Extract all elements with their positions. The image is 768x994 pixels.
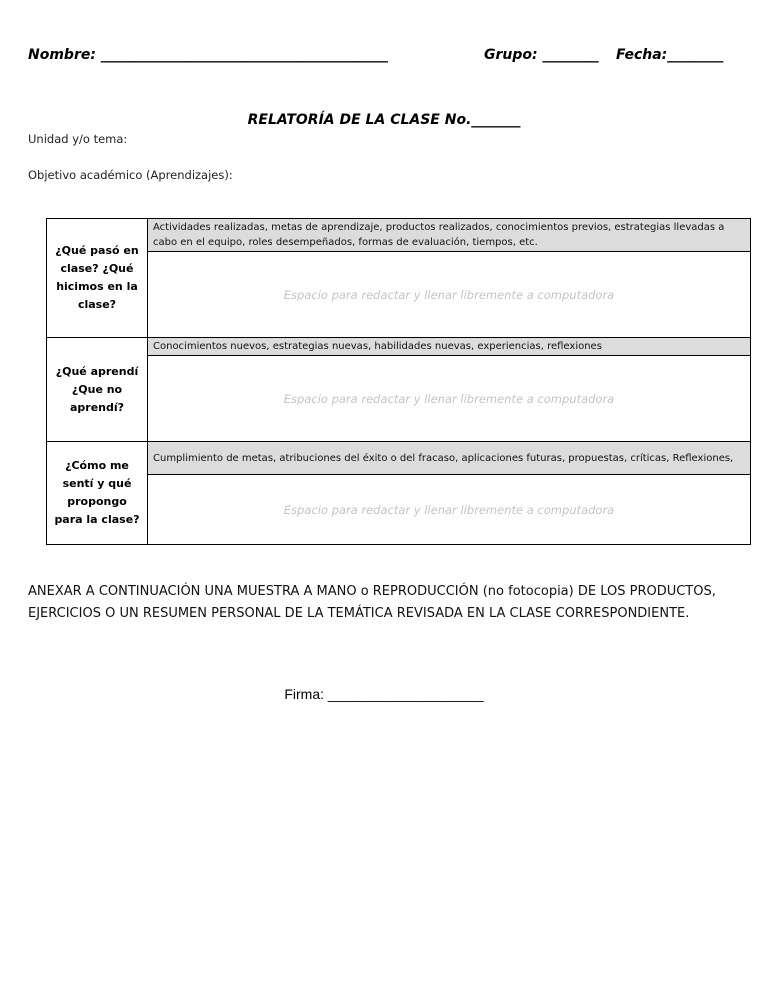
objetivo-label: Objetivo académico (Aprendizajes): xyxy=(28,168,233,182)
firma-field[interactable]: Firma: ____________________ xyxy=(284,686,484,702)
table-row xyxy=(47,219,751,252)
unidad-label: Unidad y/o tema: xyxy=(28,132,128,146)
annex-instructions: ANEXAR A CONTINUACIÓN UNA MUESTRA A MANO o REPRODUCCIÓN (no fotocopia) DE LOS PRODUCTOS, EJERCICIOS O UN RESUMEN PERSONAL DE LA TEMÁTICA REVISADA EN LA CLASE CORRESPONDIENTE. xyxy=(28,584,716,621)
table-row xyxy=(47,442,751,475)
relatoria-table xyxy=(46,218,751,545)
fecha-field[interactable]: Fecha:________ xyxy=(616,47,724,63)
answer-space[interactable]: Espacio para redactar y llenar libremente a computadora xyxy=(148,356,751,442)
answer-space[interactable]: Espacio para redactar y llenar libremente a computadora xyxy=(148,252,751,338)
grupo-field[interactable]: Grupo: ________ xyxy=(484,47,599,63)
table-row xyxy=(47,252,751,338)
hint-cell: Conocimientos nuevos, estrategias nuevas, habilidades nuevas, experiencias, reflexiones xyxy=(148,338,751,356)
question-cell: ¿Qué aprendí ¿Que no aprendí? xyxy=(47,338,148,442)
answer-space[interactable]: Espacio para redactar y llenar libremente a computadora xyxy=(148,475,751,545)
hint-cell: Cumplimiento de metas, atribuciones del éxito o del fracaso, aplicaciones futuras, propuestas, críticas, Reflexiones, xyxy=(148,442,751,475)
table-row xyxy=(47,356,751,442)
table-row xyxy=(47,338,751,356)
table-row xyxy=(47,475,751,545)
nombre-field[interactable]: Nombre: _________________________________________ xyxy=(28,47,388,63)
question-cell: ¿Cómo me sentí y qué propongo para la clase? xyxy=(47,442,148,545)
question-cell: ¿Qué pasó en clase? ¿Qué hicimos en la clase? xyxy=(47,219,148,338)
hint-cell: Actividades realizadas, metas de aprendizaje, productos realizados, conocimientos previos, estrategias llevadas a cabo en el equipo, roles desempeñados, formas de evaluación, tiempos, etc. xyxy=(148,219,751,252)
page-title: RELATORÍA DE LA CLASE No._______ xyxy=(247,112,521,128)
